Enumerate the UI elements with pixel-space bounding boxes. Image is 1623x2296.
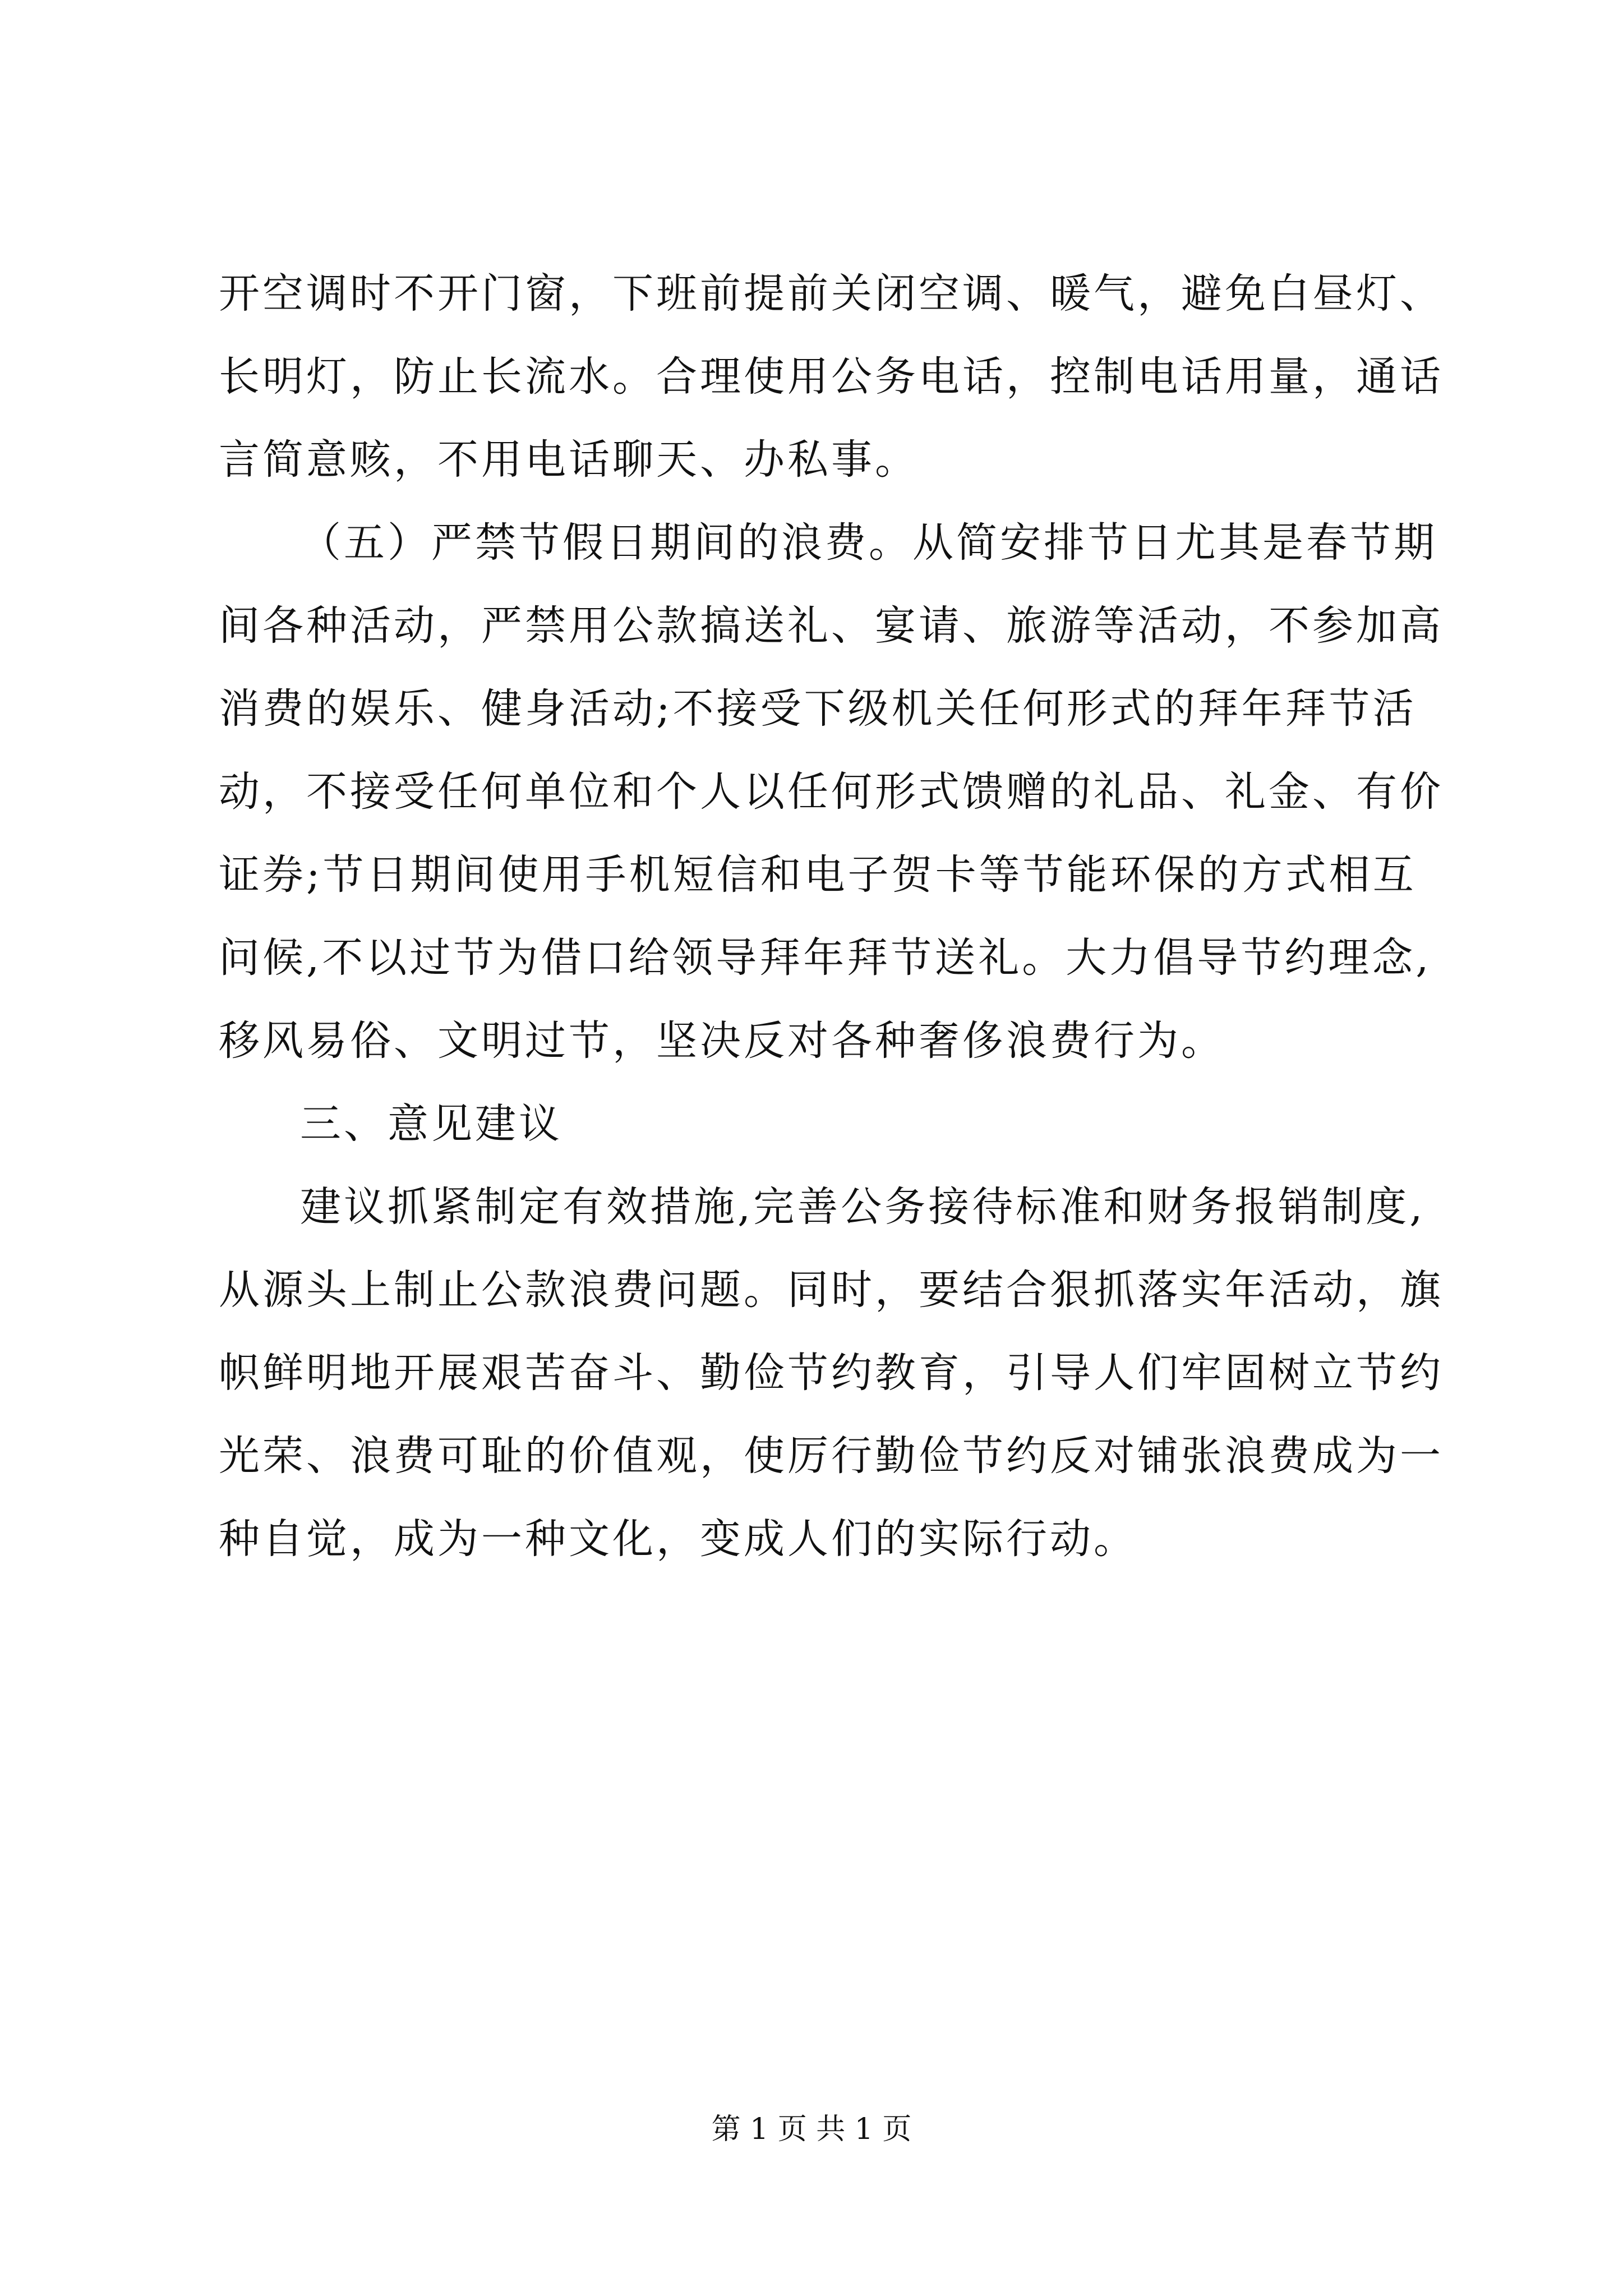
paragraph-line: 建议抓紧制定有效措施,完善公务接待标准和财务报销制度, — [300, 1183, 1426, 1231]
paragraph-line: 种自觉，成为一种文化，变成人们的实际行动。 — [219, 1515, 1137, 1563]
paragraph-line: （五）严禁节假日期间的浪费。从简安排节日尤其是春节期 — [300, 519, 1437, 567]
paragraph-line: 开空调时不开门窗，下班前提前关闭空调、暖气，避免白昼灯、 — [219, 270, 1444, 318]
paragraph-line: 问候,不以过节为借口给领导拜年拜节送礼。大力倡导节约理念, — [219, 934, 1432, 982]
paragraph-line: 帜鲜明地开展艰苦奋斗、勤俭节约教育，引导人们牢固树立节约 — [219, 1349, 1444, 1397]
paragraph-line: 动，不接受任何单位和个人以任何形式馈赠的礼品、礼金、有价 — [219, 768, 1444, 816]
paragraph-line: 光荣、浪费可耻的价值观，使厉行勤俭节约反对铺张浪费成为一 — [219, 1432, 1444, 1480]
paragraph-line: 言简意赅，不用电话聊天、办私事。 — [219, 436, 919, 484]
paragraph-line: 移风易俗、文明过节，坚决反对各种奢侈浪费行为。 — [219, 1017, 1225, 1065]
paragraph-line: 从源头上制止公款浪费问题。同时，要结合狠抓落实年活动，旗 — [219, 1266, 1444, 1314]
paragraph-line: 消费的娱乐、健身活动;不接受下级机关任何形式的拜年拜节活 — [219, 685, 1417, 733]
page-number-footer: 第 1 页 共 1 页 — [711, 2113, 912, 2146]
paragraph-line: 证券;节日期间使用手机短信和电子贺卡等节能环保的方式相互 — [219, 851, 1417, 899]
section-heading: 三、意见建议 — [300, 1100, 562, 1148]
paragraph-line: 间各种活动，严禁用公款搞送礼、宴请、旅游等活动，不参加高 — [219, 602, 1444, 650]
paragraph-line: 长明灯，防止长流水。合理使用公务电话，控制电话用量，通话 — [219, 353, 1444, 401]
